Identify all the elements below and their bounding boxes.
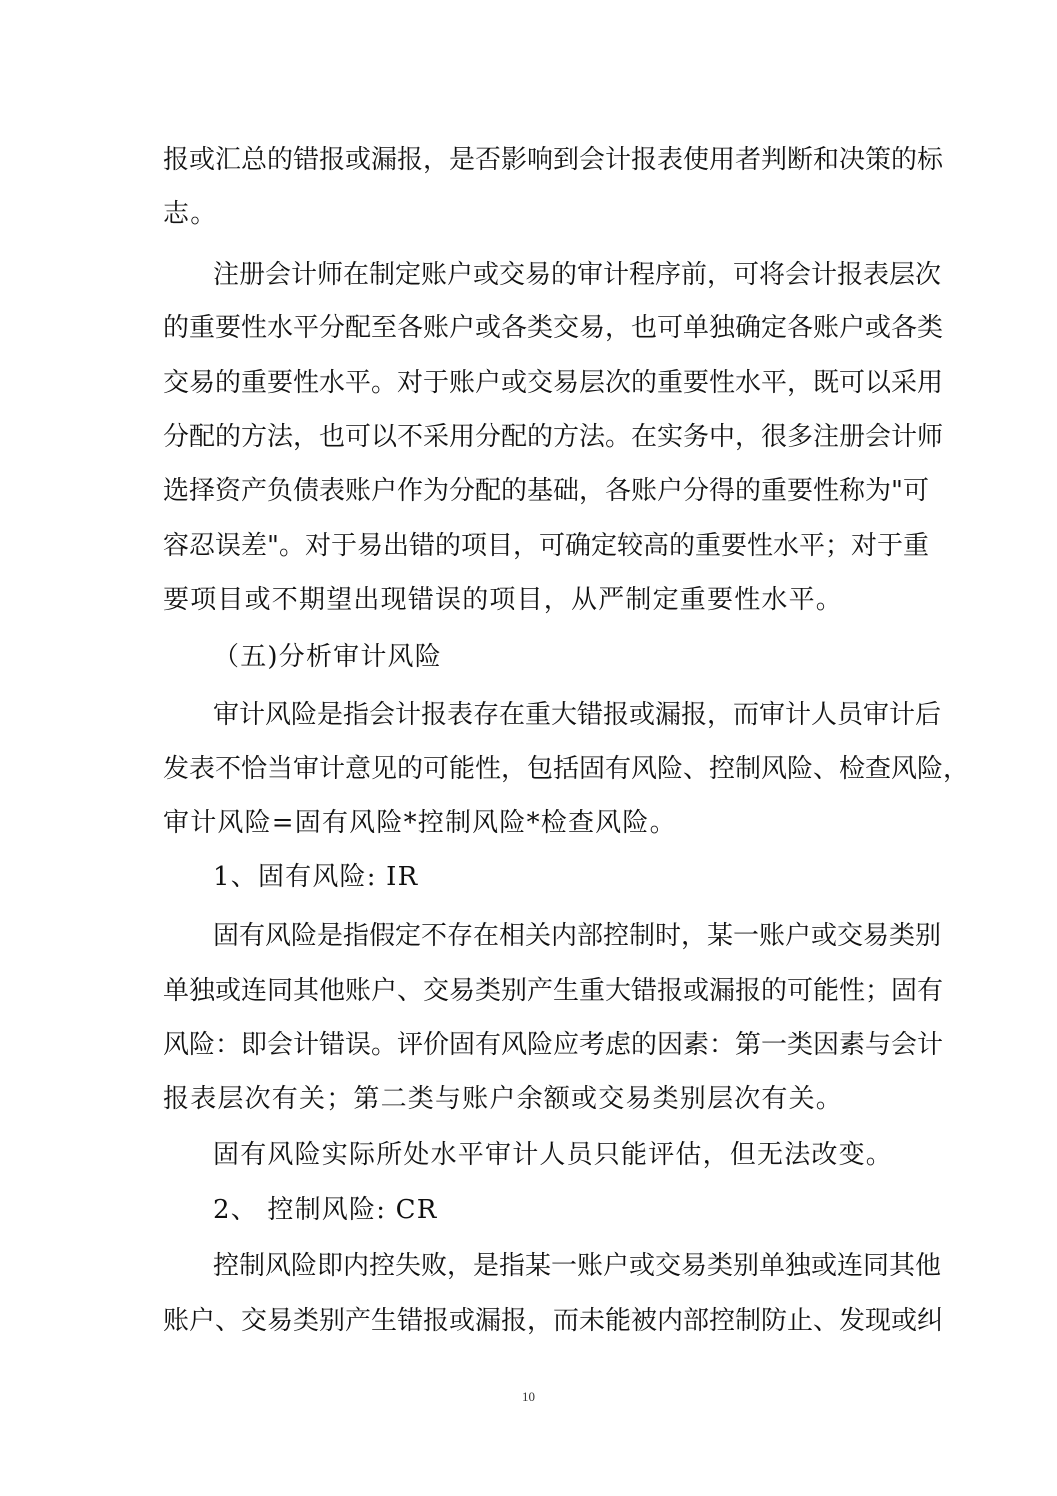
section-heading: （五)分析审计风险 [213, 642, 442, 672]
paragraph-line: 分配的方法，也可以不采用分配的方法。在实务中，很多注册会计师 [163, 422, 944, 452]
paragraph-line: 账户、交易类别产生错报或漏报，而未能被内部控制防止、发现或纠 [163, 1306, 944, 1336]
paragraph-line: 要项目或不期望出现错误的项目，从严制定重要性水平。 [163, 585, 844, 615]
page-number: 10 [522, 1389, 535, 1404]
paragraph-line: 单独或连同其他账户、交易类别产生重大错报或漏报的可能性；固有 [163, 976, 944, 1006]
paragraph-line: 发表不恰当审计意见的可能性，包括固有风险、控制风险、检查风险， [163, 754, 970, 784]
paragraph-line: 报或汇总的错报或漏报，是否影响到会计报表使用者判断和决策的标 [163, 145, 944, 175]
paragraph-line: 风险：即会计错误。评价固有风险应考虑的因素：第一类因素与会计 [163, 1030, 944, 1060]
paragraph-line: 报表层次有关；第二类与账户余额或交易类别层次有关。 [163, 1084, 844, 1114]
subsection-heading: 2、 控制风险: CR [213, 1195, 438, 1225]
paragraph-line: 的重要性水平分配至各账户或各类交易，也可单独确定各账户或各类 [163, 313, 944, 343]
subsection-heading: 1、固有风险: IR [213, 862, 419, 892]
paragraph-line: 注册会计师在制定账户或交易的审计程序前，可将会计报表层次 [213, 260, 942, 290]
paragraph-line: 容忍误差"。对于易出错的项目，可确定较高的重要性水平；对于重 [163, 531, 929, 561]
paragraph-line: 审计风险=固有风险*控制风险*检查风险。 [163, 808, 677, 838]
paragraph-line: 控制风险即内控失败，是指某一账户或交易类别单独或连同其他 [213, 1251, 942, 1281]
paragraph-line: 固有风险实际所处水平审计人员只能评估，但无法改变。 [213, 1140, 894, 1170]
paragraph-line: 交易的重要性水平。对于账户或交易层次的重要性水平，既可以采用 [163, 368, 944, 398]
paragraph-line: 固有风险是指假定不存在相关内部控制时，某一账户或交易类别 [213, 921, 942, 951]
paragraph-line: 志。 [163, 199, 218, 229]
paragraph-line: 审计风险是指会计报表存在重大错报或漏报，而审计人员审计后 [213, 700, 942, 730]
paragraph-line: 选择资产负债表账户作为分配的基础，各账户分得的重要性称为"可 [163, 476, 929, 506]
